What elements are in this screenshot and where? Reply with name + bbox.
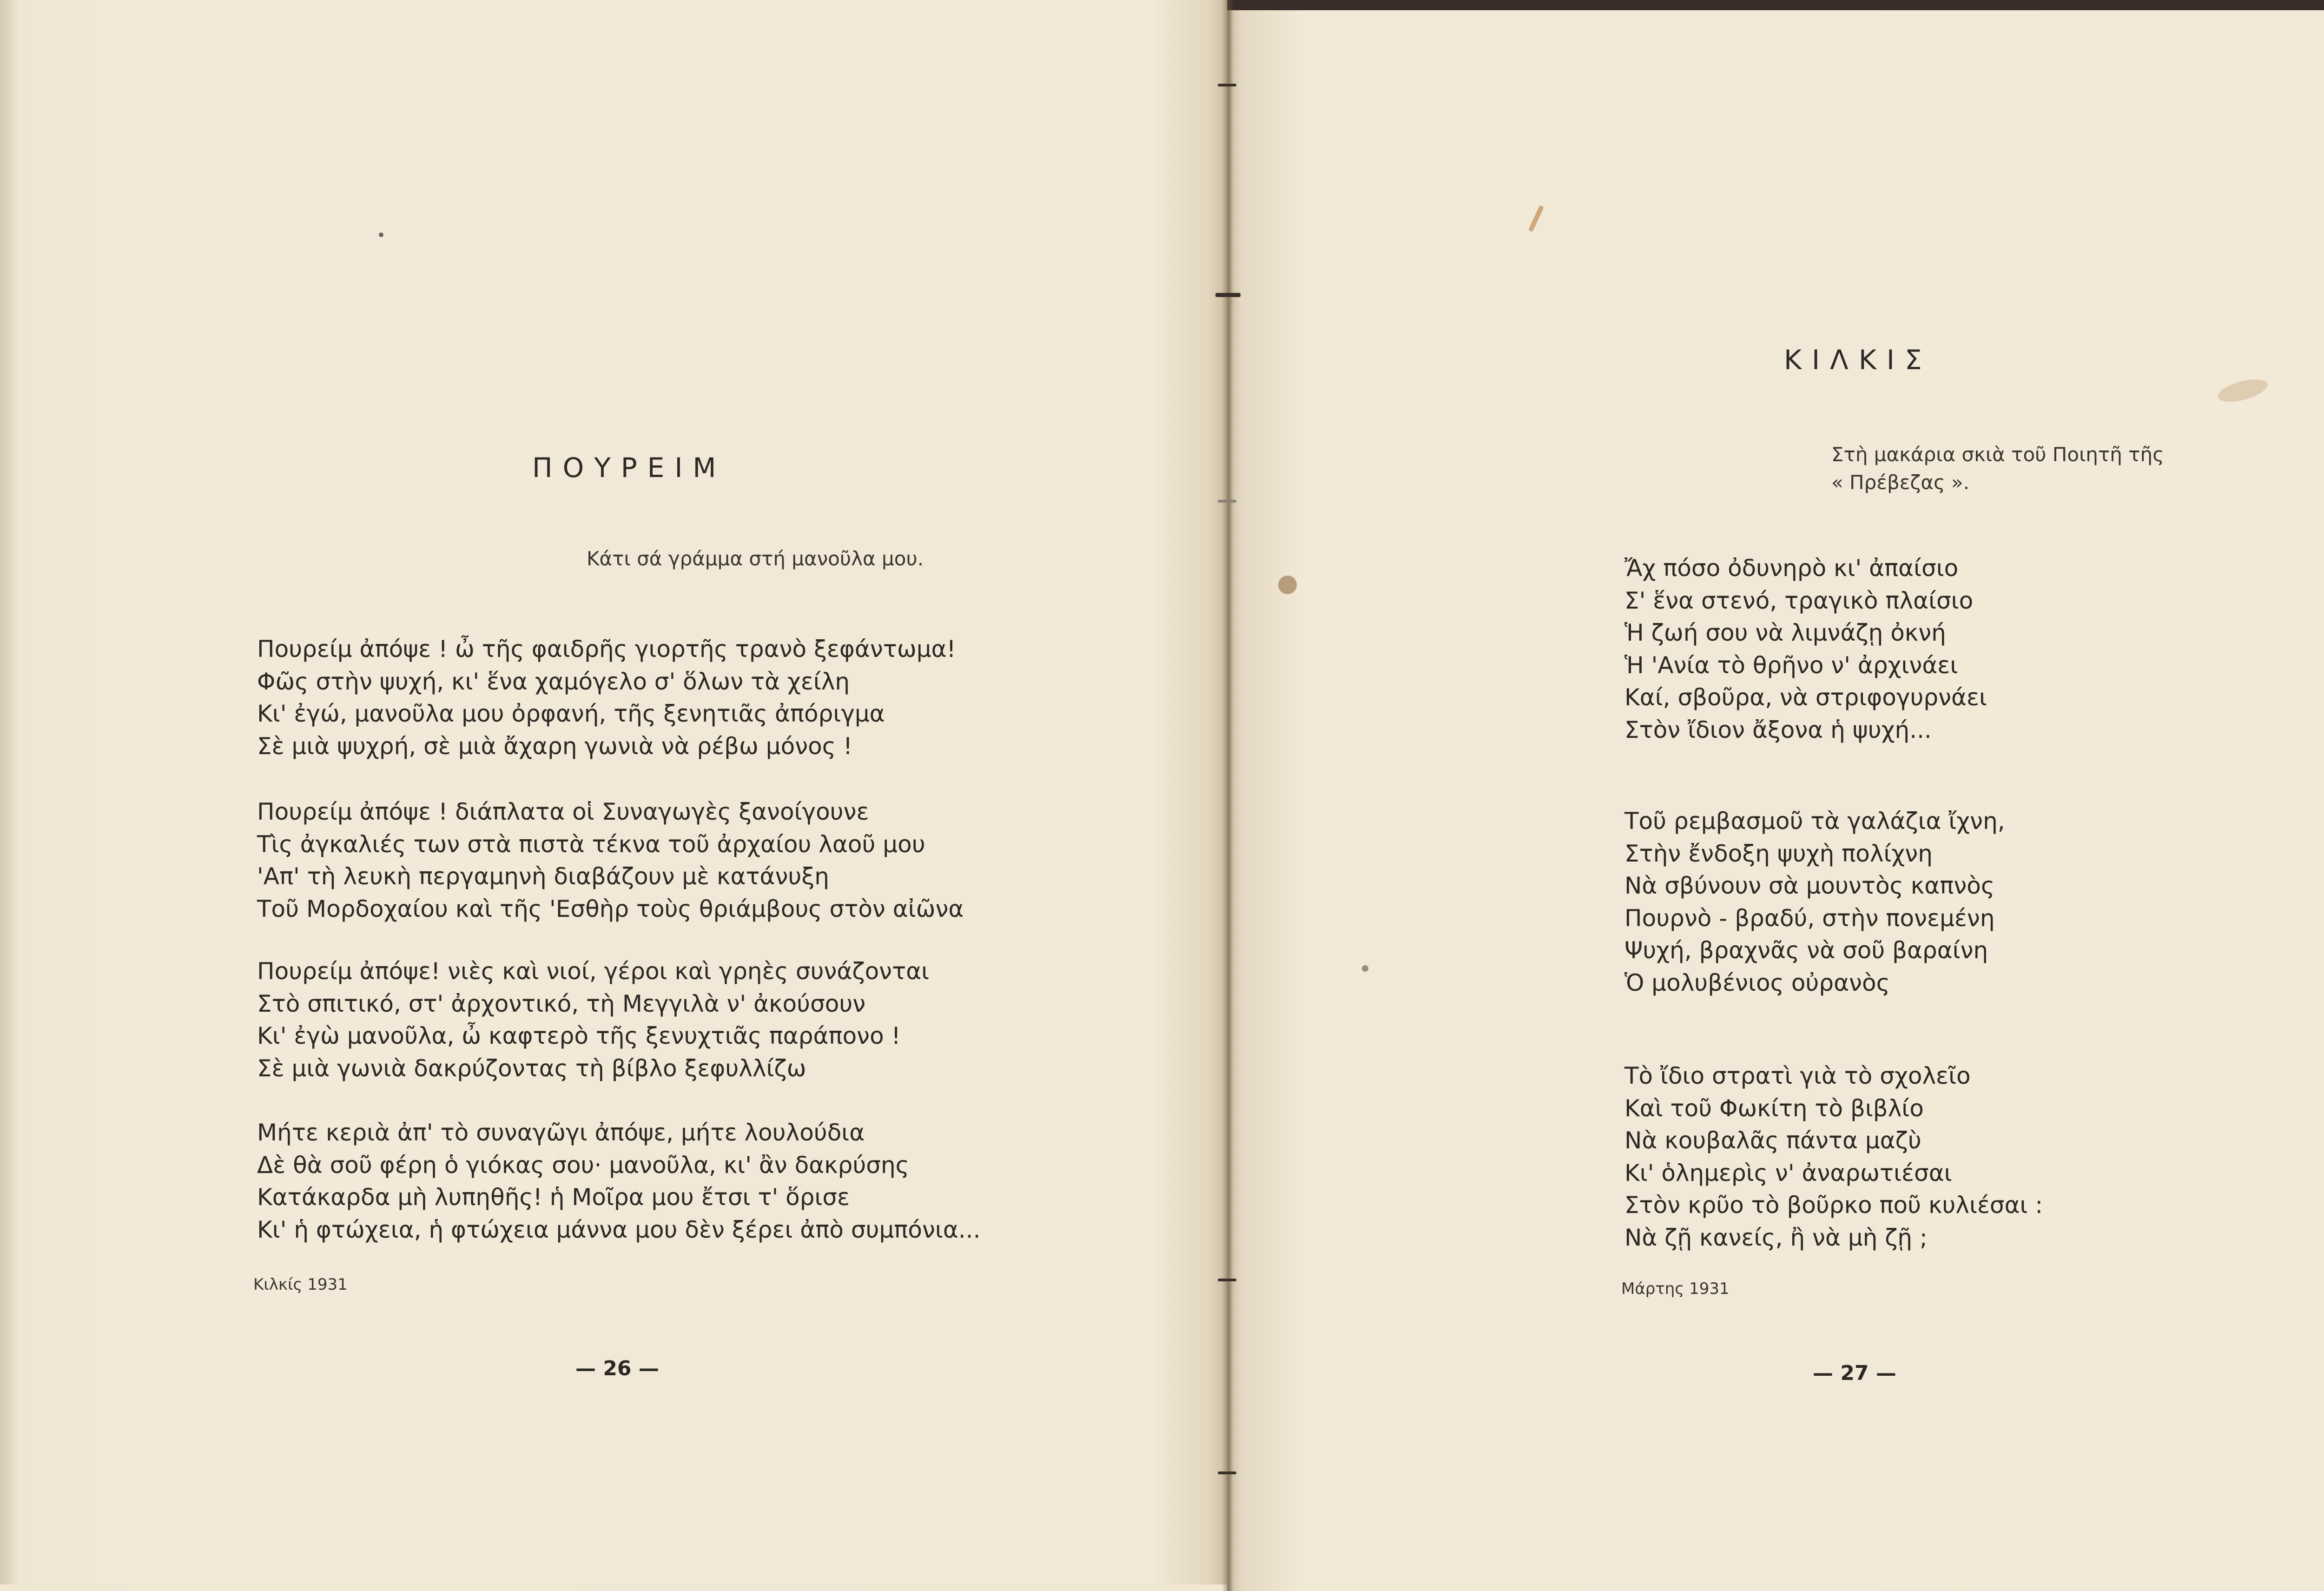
verse-line: Σ' ἕνα στενό, τραγικὸ πλαίσιο — [1624, 587, 1974, 614]
dedication-line: Στὴ μακάρια σκιὰ τοῦ Ποιητῆ τῆς — [1831, 443, 2164, 466]
binding-stitch — [1218, 84, 1236, 86]
left-poem-signature: Κιλκίς 1931 — [253, 1275, 348, 1294]
right-stanza-2 — [1624, 805, 2005, 999]
verse-line: Σὲ μιὰ ψυχρή, σὲ μιὰ ἄχαρη γωνιὰ νὰ ρέβω μόνος ! — [257, 732, 853, 760]
verse-line: Ὁ μολυβένιος οὐρανὸς — [1624, 969, 1890, 996]
paper-stain — [1362, 965, 1368, 972]
verse-line: Στὴν ἔνδοξη ψυχὴ πολίχνη — [1624, 840, 1933, 867]
right-stanza-1 — [1624, 552, 1987, 746]
verse-line: Νὰ κουβαλᾶς πάντα μαζὺ — [1624, 1127, 1921, 1154]
verse-line: Σὲ μιὰ γωνιὰ δακρύζοντας τὴ βίβλο ξεφυλλίζω — [257, 1054, 806, 1082]
verse-line: Στὸν κρῦο τὸ βοῦρκο ποῦ κυλιέσαι : — [1624, 1192, 2043, 1219]
verse-line: Πουρείμ ἀπόψε! νιὲς καὶ νιοί, γέροι καὶ γρηὲς συνάζονται — [257, 958, 930, 985]
left-stanza-3 — [257, 955, 929, 1085]
left-stanza-1 — [257, 633, 956, 762]
binding-stitch — [1215, 293, 1241, 297]
verse-line: Τοῦ ρεμβασμοῦ τὰ γαλάζια ἴχνη, — [1624, 808, 2005, 835]
verse-line: Τοῦ Μορδοχαίου καὶ τῆς 'Εσθὴρ τοὺς θριάμβους στὸν αἰῶνα — [257, 895, 964, 922]
verse-line: Πουρείμ ἀπόψε ! διάπλατα οἱ Συναγωγὲς ξανοίγουνε — [257, 798, 869, 825]
verse-line: Νὰ σβύνουν σὰ μουντὸς καπνὸς — [1624, 872, 1995, 899]
verse-line: Δὲ θὰ σοῦ φέρη ὁ γιόκας σου· μανοῦλα, κι' ἂν δακρύσης — [257, 1151, 910, 1179]
left-stanza-4 — [257, 1117, 980, 1246]
dedication-line: « Πρέβεζας ». — [1831, 471, 1970, 494]
right-poem-title: ΚΙΛΚΙΣ — [1784, 344, 1932, 376]
left-poem-dedication: Κάτι σά γράμμα στή μανοῦλα μου. — [587, 547, 924, 570]
binding-stitch — [1218, 1472, 1236, 1474]
left-poem-title: ΠΟΥΡΕΙΜ — [532, 452, 726, 484]
book-gutter — [1221, 0, 1234, 1591]
right-poem-dedication — [1831, 441, 2164, 497]
left-page-number: — 26 — — [575, 1357, 659, 1380]
paper-stain — [379, 232, 383, 237]
verse-line: Κατάκαρδα μὴ λυπηθῆς! ἡ Μοῖρα μου ἔτσι τ' ὅρισε — [257, 1184, 850, 1211]
verse-line: Κι' ἐγώ, μανοῦλα μου ὀρφανή, τῆς ξενητιᾶς ἀπόριγμα — [257, 700, 885, 727]
verse-line: Πουρείμ ἀπόψε ! ὦ τῆς φαιδρῆς γιορτῆς τρανὸ ξεφάντωμα! — [257, 636, 956, 663]
binding-stitch — [1218, 1279, 1236, 1281]
verse-line: Καί, σβοῦρα, νὰ στριφογυρνάει — [1624, 684, 1987, 711]
verse-line: Ψυχή, βραχνᾶς νὰ σοῦ βαραίνη — [1624, 937, 1988, 964]
verse-line: Στὸ σπιτικό, στ' ἀρχοντικό, τὴ Μεγγιλὰ ν' ἀκούσουν — [257, 990, 866, 1017]
left-stanza-2 — [257, 796, 964, 925]
verse-line: Κι' ἐγὼ μανοῦλα, ὦ καφτερὸ τῆς ξενυχτιᾶς παράπονο ! — [257, 1022, 901, 1049]
verse-line: 'Απ' τὴ λευκὴ περγαμηνὴ διαβάζουν μὲ κατάνυξη — [257, 863, 829, 890]
verse-line: Τὸ ἴδιο στρατὶ γιὰ τὸ σχολεῖο — [1624, 1062, 1971, 1089]
paper-stain — [1278, 576, 1297, 594]
verse-line: Κι' ἡ φτώχεια, ἡ φτώχεια μάννα μου δὲν ξέρει ἀπὸ συμπόνια... — [257, 1216, 981, 1243]
binding-stitch — [1218, 500, 1236, 503]
right-stanza-3 — [1624, 1060, 2043, 1254]
verse-line: Νὰ ζῇ κανείς, ἢ νὰ μὴ ζῇ ; — [1624, 1224, 1928, 1251]
verse-line: Φῶς στὴν ψυχή, κι' ἕνα χαμόγελο σ' ὅλων τὰ χείλη — [257, 668, 850, 695]
verse-line: Μήτε κεριὰ ἀπ' τὸ συναγῶγι ἀπόψε, μήτε λουλούδια — [257, 1119, 865, 1146]
verse-line: Καὶ τοῦ Φωκίτη τὸ βιβλίο — [1624, 1094, 1924, 1122]
verse-line: Στὸν ἴδιον ἄξονα ἡ ψυχή... — [1624, 716, 1932, 743]
right-page-number: — 27 — — [1813, 1361, 1896, 1385]
verse-line: Ἡ 'Ανία τὸ θρῆνο ν' ἀρχινάει — [1624, 651, 1958, 679]
right-page — [1227, 0, 2324, 1591]
verse-line: Κι' ὁλημερὶς ν' ἀναρωτιέσαι — [1624, 1159, 1952, 1187]
verse-line: Τὶς ἀγκαλιές των στὰ πιστὰ τέκνα τοῦ ἀρχαίου λαοῦ μου — [257, 830, 925, 858]
right-poem-signature: Μάρτης 1931 — [1621, 1279, 1730, 1298]
verse-line: Ἄχ πόσο ὀδυνηρὸ κι' ἀπαίσιο — [1624, 555, 1959, 582]
verse-line: Ἡ ζωή σου νὰ λιμνάζῃ ὀκνή — [1624, 619, 1946, 646]
verse-line: Πουρνὸ - βραδύ, στὴν πονεμένη — [1624, 904, 1995, 932]
